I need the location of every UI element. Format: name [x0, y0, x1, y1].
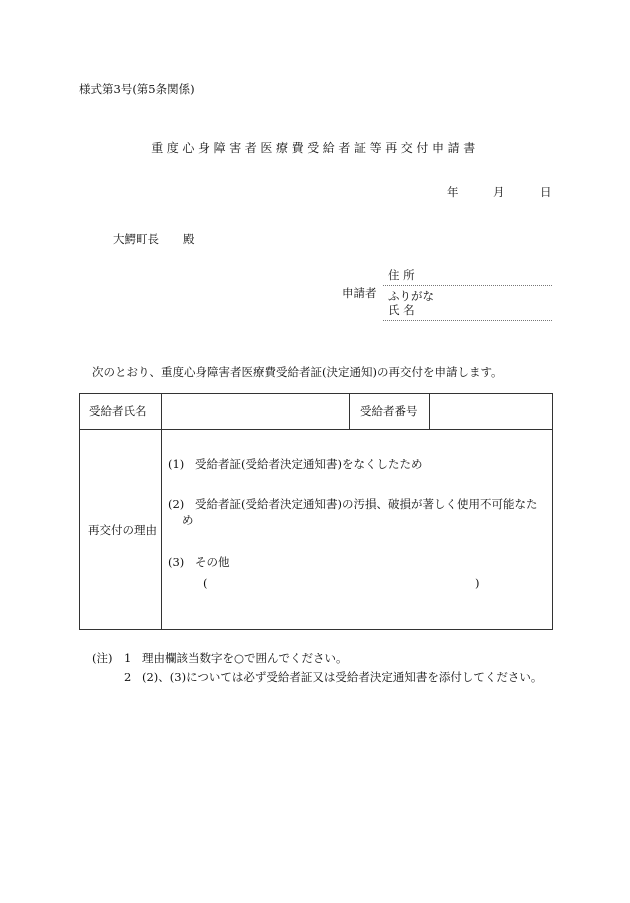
application-table — [79, 393, 553, 630]
table-divider — [349, 394, 350, 429]
reason-1-text: 受給者証(受給者決定通知書)をなくしたため — [195, 457, 423, 471]
intro-text: 次のとおり、重度心身障害者医療費受給者証(決定通知)の再交付を申請します。 — [92, 365, 503, 379]
name-field-line[interactable] — [383, 320, 552, 321]
date-year-label: 年 — [447, 185, 459, 199]
note-2-number: 2 — [124, 670, 132, 684]
applicant-label: 申請者 — [342, 286, 377, 300]
reason-2-text-continued: め — [182, 513, 194, 527]
form-number: 様式第3号(第5条関係) — [79, 82, 195, 96]
recipient-name-label: 受給者氏名 — [89, 404, 147, 418]
document-title: 重度心身障害者医療費受給者証等再交付申請書 — [151, 141, 479, 155]
recipient-name-field[interactable] — [162, 395, 348, 428]
other-reason-field[interactable] — [215, 575, 470, 593]
reason-1-number[interactable]: (1) — [168, 457, 185, 471]
other-reason-open-paren: ( — [203, 576, 208, 590]
address-field-line[interactable] — [383, 285, 552, 286]
date-month-label: 月 — [493, 185, 505, 199]
furigana-label: ふりがな — [388, 289, 434, 303]
recipient-number-field[interactable] — [430, 395, 550, 428]
other-reason-close-paren: ) — [475, 576, 480, 590]
note-1-text: 理由欄該当数字を○で囲んでください。 — [142, 651, 348, 665]
reason-3-number[interactable]: (3) — [168, 555, 185, 569]
address-label: 住 所 — [388, 268, 415, 282]
reason-3-text: その他 — [195, 555, 230, 569]
name-label: 氏 名 — [388, 303, 415, 317]
reason-label: 再交付の理由 — [88, 523, 157, 537]
note-2-text: (2)、(3)については必ず受給者証又は受給者決定通知書を添付してください。 — [142, 670, 543, 684]
notes-label: (注) — [92, 651, 113, 665]
reason-2-text: 受給者証(受給者決定通知書)の汚損、破損が著しく使用不可能なた — [195, 497, 538, 511]
addressee-name: 大鰐町長 — [113, 232, 159, 246]
table-divider — [80, 429, 552, 430]
date-day-label: 日 — [540, 185, 552, 199]
note-1-number: 1 — [124, 651, 132, 665]
recipient-number-label: 受給者番号 — [360, 404, 418, 418]
reason-2-number[interactable]: (2) — [168, 497, 185, 511]
addressee-honorific: 殿 — [183, 232, 195, 246]
